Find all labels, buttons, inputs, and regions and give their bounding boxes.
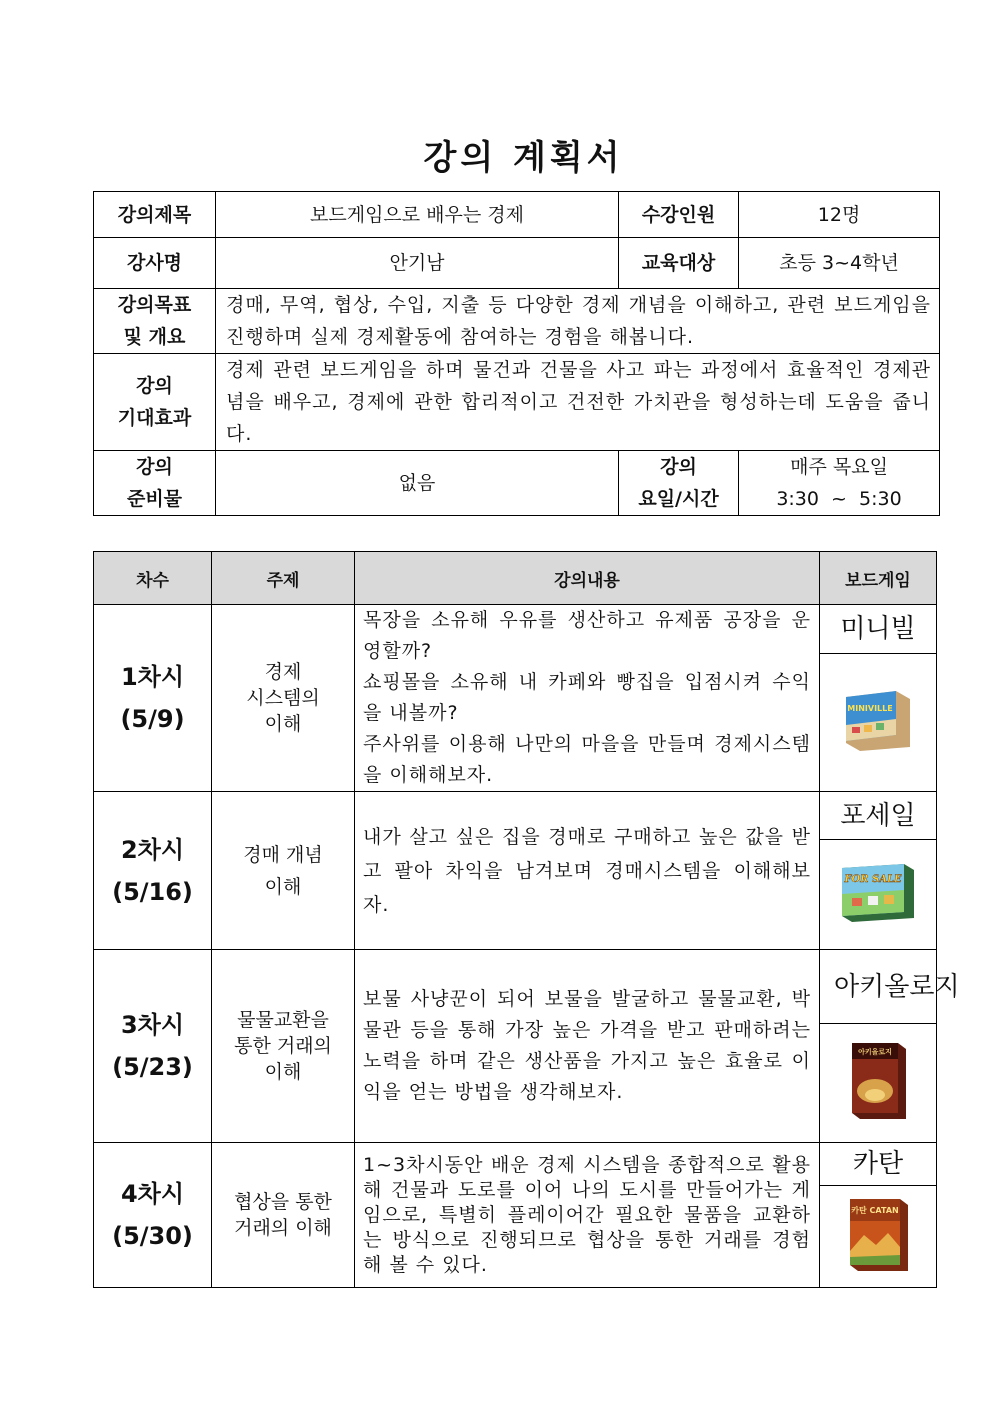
session-date: (5/30) (112, 1222, 193, 1250)
topic-line: 시스템의 (246, 687, 320, 709)
session-cell (94, 950, 212, 1143)
course-title-label: 강의제목 (94, 192, 216, 238)
content-cell (355, 605, 820, 792)
topic-line: 이해 (264, 1061, 302, 1083)
content-cell (355, 792, 820, 950)
game-box-image (838, 860, 918, 926)
session-cell (94, 1143, 212, 1288)
prep-label-line2: 준비물 (126, 488, 183, 510)
header-topic: 주제 (212, 552, 355, 605)
topic-line: 이해 (264, 713, 302, 735)
game-box-image (842, 687, 914, 753)
session-date: (5/16) (112, 877, 193, 906)
topic-line: 물물교환을 (237, 1009, 329, 1031)
session-date: (5/23) (112, 1053, 193, 1081)
game-image-cell (820, 653, 937, 791)
goal-label-line1: 강의목표 (117, 294, 192, 316)
goal-label-line2: 및 개요 (123, 326, 186, 348)
content-line: 쇼핑몰을 소유해 내 카페와 빵집을 입점시켜 수익을 내볼까? (363, 671, 811, 724)
game-name: 아키올로지 (820, 950, 937, 1024)
header-game: 보드게임 (820, 552, 937, 605)
session-number: 3차시 (120, 1011, 185, 1039)
page-title: 강의 계획서 (423, 138, 624, 178)
instructor-label: 강사명 (94, 238, 216, 289)
course-info-table (93, 191, 940, 516)
schedule-table (93, 551, 960, 1288)
target-value: 초등 3~4학년 (739, 238, 940, 289)
content-line: 주사위를 이용해 나만의 마을을 만들며 경제시스템을 이해해보자. (363, 733, 811, 786)
game-image-cell (820, 1186, 937, 1288)
effect-text: 경제 관련 보드게임을 하며 물건과 건물을 사고 파는 과정에서 효율적인 경제관념을 배우고, 경제에 관한 합리적이고 건전한 가치관을 형성하는데 도움을 줍니다. (216, 354, 940, 451)
effect-label-line2: 기대효과 (117, 407, 192, 429)
topic-cell (212, 1143, 355, 1288)
game-name: 미니빌 (820, 605, 937, 654)
header-session: 차수 (94, 552, 212, 605)
session-date: (5/9) (120, 705, 185, 733)
prep-label (94, 451, 216, 516)
goal-text: 경매, 무역, 협상, 수입, 지출 등 다양한 경제 개념을 이해하고, 관련 보드게임을 진행하며 실제 경제활동에 참여하는 경험을 해봅니다. (216, 289, 940, 354)
course-title: 보드게임으로 배우는 경제 (216, 192, 619, 238)
topic-line: 통한 거래의 (234, 1035, 332, 1057)
prep-value: 없음 (216, 451, 619, 516)
content-line: 목장을 소유해 우유를 생산하고 유제품 공장을 운영할까? (363, 609, 811, 662)
goal-label (94, 289, 216, 354)
instructor-value: 안기남 (216, 238, 619, 289)
topic-cell (212, 792, 355, 950)
game-image-cell (820, 840, 937, 950)
game-name: 카탄 (820, 1143, 937, 1186)
session-number: 2차시 (120, 835, 185, 864)
day-value: 매주 목요일 (790, 456, 888, 478)
topic-line: 경매 개념 (243, 843, 323, 866)
content-line: 보물 사냥꾼이 되어 보물을 발굴하고 물물교환, 박물관 등을 통해 가장 높은 가격을 받고 판매하려는 노력을 하며 같은 생산품을 가지고 높은 효율로 이익을 얻는 방법을 생각해보자. (363, 988, 811, 1103)
game-box-text: FOR SALE (844, 873, 902, 885)
game-box-text: MINIVILLE (847, 704, 893, 714)
content-cell (355, 950, 820, 1143)
topic-line: 거래의 이해 (234, 1217, 332, 1239)
day-label (619, 451, 739, 516)
target-label: 교육대상 (619, 238, 739, 289)
effect-label-line1: 강의 (136, 375, 173, 397)
day-time-value (739, 451, 940, 516)
topic-line: 이해 (264, 875, 302, 898)
game-name: 포세일 (820, 792, 937, 840)
game-box-image (844, 1195, 912, 1275)
session-cell (94, 605, 212, 792)
capacity-value: 12명 (739, 192, 940, 238)
game-image-cell (820, 1024, 937, 1143)
effect-label (94, 354, 216, 451)
content-line: 내가 살고 싶은 집을 경매로 구매하고 높은 값을 받고 팔아 차익을 남겨보며 경매시스템을 이해해보자. (363, 825, 811, 916)
header-content: 강의내용 (355, 552, 820, 605)
game-box-image (846, 1039, 910, 1123)
session-number: 1차시 (120, 663, 185, 691)
day-label-line2: 요일/시간 (638, 488, 719, 510)
game-box-text: 카탄 CATAN (851, 1205, 899, 1215)
topic-line: 경제 (264, 661, 302, 683)
session-cell (94, 792, 212, 950)
topic-cell (212, 605, 355, 792)
content-cell (355, 1143, 820, 1288)
capacity-label: 수강인원 (619, 192, 739, 238)
game-box-text: 아키올로지 (858, 1048, 892, 1056)
topic-line: 협상을 통한 (234, 1191, 332, 1213)
prep-label-line1: 강의 (136, 456, 173, 478)
time-value: 3:30 ~ 5:30 (776, 488, 902, 510)
day-label-line1: 강의 (660, 456, 697, 478)
session-number: 4차시 (120, 1180, 185, 1208)
content-line: 1~3차시동안 배운 경제 시스템을 종합적으로 활용해 건물과 도로를 이어 나의 도시를 만들어가는 게임으로, 특별히 플레이어간 필요한 물품을 교환하는 방식으로 진행되므로 협상을 통한 거래를 경험해 볼 수 있다. (363, 1153, 811, 1276)
topic-cell (212, 950, 355, 1143)
